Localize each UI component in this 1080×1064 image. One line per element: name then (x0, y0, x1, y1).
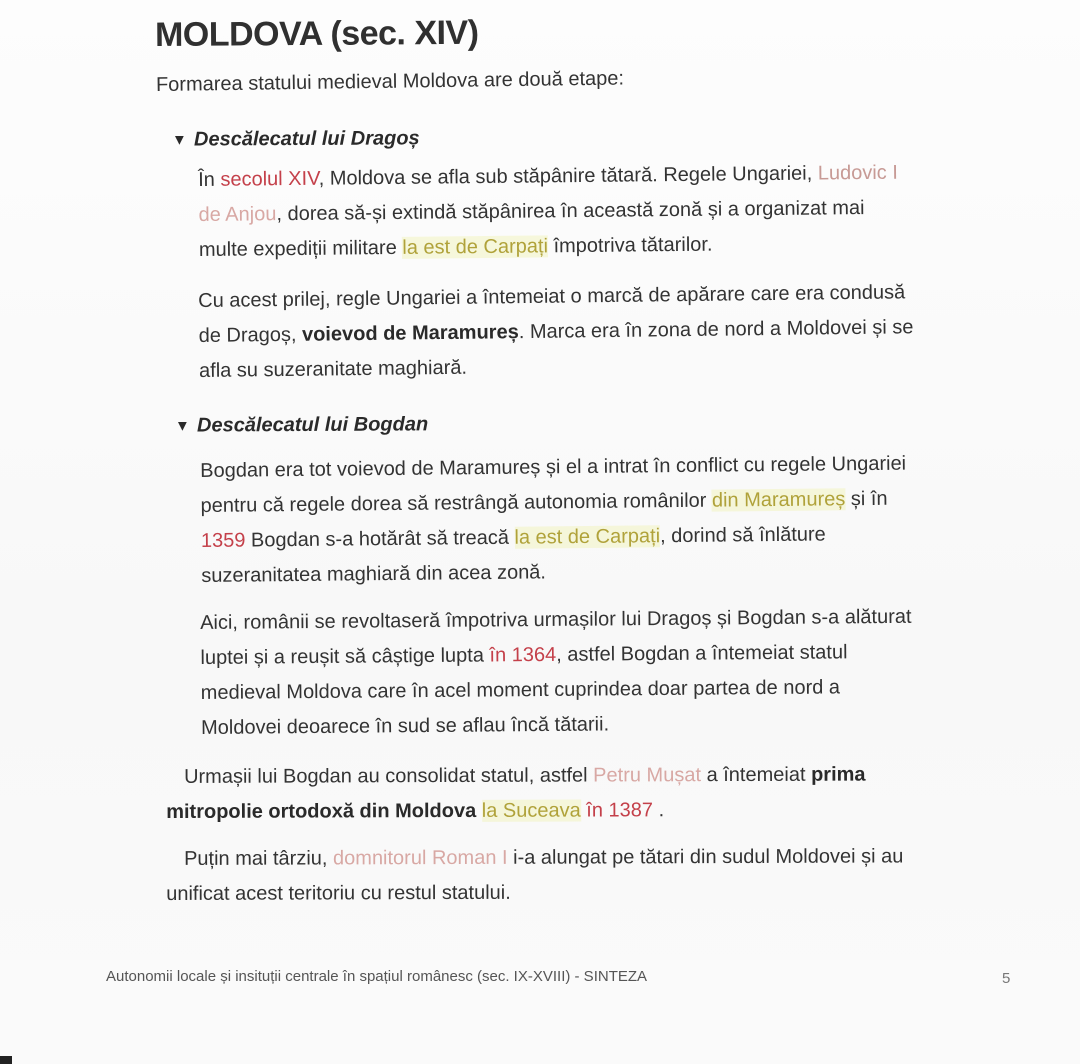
text-line (199, 345, 914, 389)
paragraph (198, 156, 899, 268)
triangle-down-icon[interactable]: ▼ (174, 417, 190, 435)
text-line (201, 552, 907, 594)
text-run (476, 800, 482, 822)
highlighted-term: în 1387 (586, 799, 654, 822)
text-line (201, 517, 907, 559)
text-run: a întemeiat (700, 763, 812, 787)
section-heading-dragos[interactable] (172, 127, 420, 151)
text-run: , Moldova se afla sub stăpânire tătară. Regele Ungariei, (318, 162, 818, 190)
highlighted-term: Petru Mușat (593, 764, 702, 787)
text-run: multe expediții militare (198, 236, 403, 261)
text-run: suzeranitatea maghiară din acea zonă. (201, 561, 547, 587)
highlighted-term: în 1364 (489, 643, 557, 667)
page-number: 5 (1002, 970, 1011, 987)
highlighted-term: prima (811, 763, 866, 786)
text-line (198, 191, 898, 233)
text-run: afla su suzeranitate maghiară. (198, 356, 468, 382)
text-run: , dorind să înlăture (659, 523, 826, 548)
paragraph (198, 275, 914, 389)
highlighted-term: mitropolie ortodoxă din Moldova (166, 799, 477, 823)
text-run: Aici, românii se revoltaseră împotriva urmașilor lui Dragoș și Bogdan s-a alăturat (200, 605, 912, 634)
text-run: Moldovei deoarece în sud se aflau încă tătarii. (200, 713, 610, 739)
footer-text: Autonomii locale și insituții centrale în spațiul românesc (sec. IX-XVIII) - SINTEZA (106, 968, 648, 985)
highlighted-term: la est de Carpați (514, 525, 661, 549)
text-run: i-a alungat pe tătari din sudul Moldovei și au (507, 845, 904, 869)
section-heading-label: Descălecatul lui Dragoș (193, 127, 420, 151)
text-line (166, 839, 903, 877)
intro-text: Formarea statului medieval Moldova are două etape: (155, 67, 625, 96)
section-heading-label: Descălecatul lui Bogdan (196, 413, 429, 437)
highlighted-term: de Anjou (198, 203, 277, 226)
highlighted-term: secolul XIV (220, 167, 319, 191)
text-run: de Dragoș, (198, 323, 303, 347)
text-run: , dorea să-și extindă stăpânirea în această zonă și a organizat mai (276, 197, 865, 226)
highlighted-term: din Maramureș (711, 488, 846, 512)
text-run: Bogdan s-a hotărât să treacă (245, 526, 515, 552)
text-run: , astfel Bogdan a întemeiat statul (556, 641, 848, 666)
highlighted-term: domnitorul Roman I (332, 846, 508, 870)
paragraph (166, 758, 866, 830)
text-run: luptei și a reușit să câștige lupta (200, 644, 490, 669)
highlighted-term: voievod de Maramureș (301, 321, 519, 346)
text-line (201, 670, 913, 711)
section-heading-bogdan[interactable] (175, 413, 428, 437)
text-run: . (652, 799, 665, 822)
page-title: MOLDOVA (sec. XIV) (154, 13, 479, 54)
text-run: unificat acest teritoriu cu restul statului. (166, 881, 511, 905)
text-line (201, 705, 913, 746)
text-run: . Marca era în zona de nord a Moldovei și se (518, 316, 914, 344)
paragraph (200, 447, 907, 594)
triangle-down-icon[interactable]: ▼ (171, 131, 187, 149)
text-run: În (198, 168, 221, 191)
text-run: Puțin mai târziu, (184, 847, 334, 870)
text-run: Urmașii lui Bogdan au consolidat statul, astfel (184, 764, 594, 788)
paragraph (166, 839, 904, 912)
text-line (166, 793, 866, 830)
highlighted-term: 1359 (200, 529, 246, 552)
text-run: Bogdan era tot voievod de Maramureș și el a intrat în conflict cu regele Ungariei (200, 452, 907, 482)
text-line (199, 226, 899, 268)
corner-mark (0, 1056, 12, 1064)
highlighted-term: la est de Carpați (402, 235, 549, 259)
text-run: și în (845, 487, 888, 511)
highlighted-term: la Suceava (481, 799, 581, 822)
highlighted-term: Ludovic I (817, 161, 898, 185)
text-run: pentru că regele dorea să restrângă autonomia românilor (200, 489, 713, 517)
text-run: Cu acest prilej, regle Ungariei a întemeiat o marcă de apărare care era condusă (198, 281, 906, 312)
text-line (166, 874, 903, 912)
paragraph (200, 600, 913, 746)
text-run: împotriva tătarilor. (547, 233, 713, 258)
text-run: medieval Moldova care în acel moment cuprindea doar partea de nord a (200, 676, 841, 704)
text-line (166, 758, 866, 795)
